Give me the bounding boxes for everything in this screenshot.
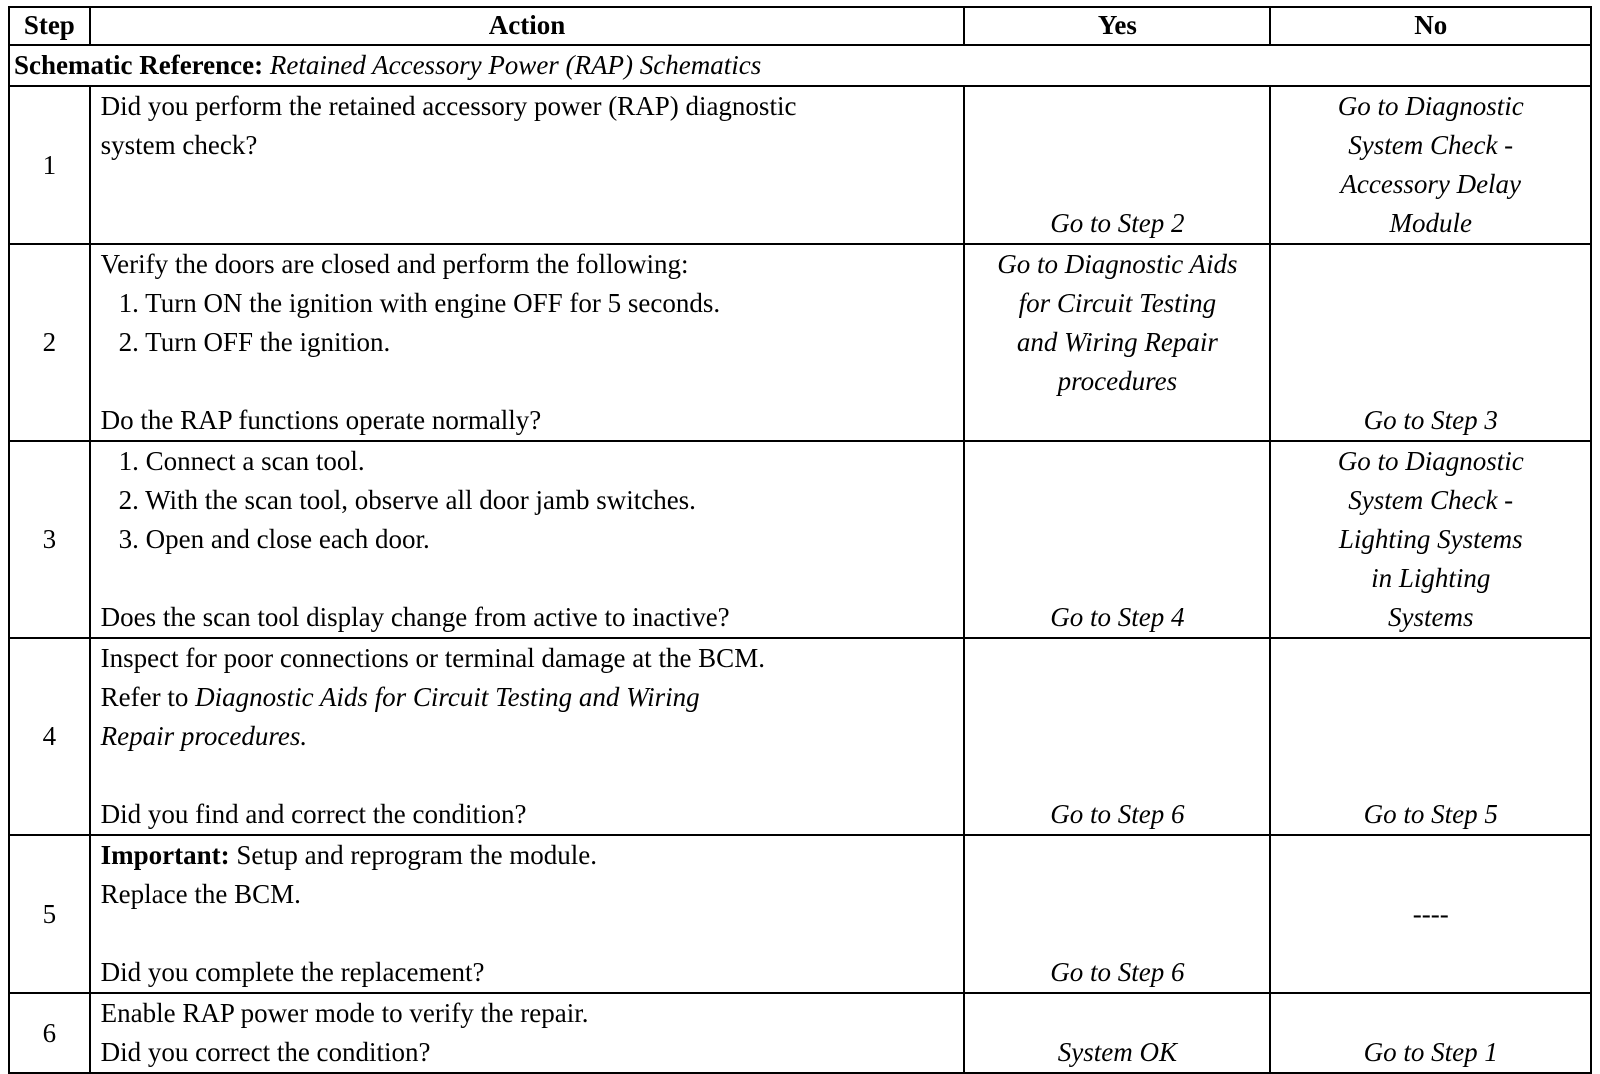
yes-link[interactable]: Go to Step 4 [1050, 602, 1185, 632]
no-empty: ---- [1412, 898, 1449, 929]
no-cell [1270, 638, 1591, 835]
no-cell [1270, 244, 1591, 441]
step-number: 2 [9, 244, 90, 441]
reference-link[interactable]: Diagnostic Aids for Circuit Testing and Wiring [195, 682, 700, 712]
step-number: 6 [9, 993, 90, 1073]
no-link[interactable]: Lighting Systems [1338, 524, 1523, 554]
header-row [9, 7, 1591, 45]
action-question: Did you correct the condition? [100, 1037, 431, 1067]
action-cell [90, 244, 965, 441]
yes-cell [964, 638, 1270, 835]
reference-link[interactable]: Retained Accessory Power (RAP) Schematics [269, 50, 762, 80]
yes-link[interactable]: System OK [1057, 1037, 1178, 1067]
action-step: 3. Open and close each door. [118, 524, 430, 554]
table-row [9, 441, 1591, 638]
yes-link[interactable]: procedures [1057, 366, 1178, 396]
action-text: Verify the doors are closed and perform the following: [100, 249, 689, 279]
action-cell [90, 993, 965, 1073]
yes-cell [964, 441, 1270, 638]
action-text: Inspect for poor connections or terminal damage at the BCM. [100, 643, 765, 673]
yes-cell [964, 993, 1270, 1073]
no-cell [1270, 835, 1591, 993]
no-link[interactable]: Go to Diagnostic [1337, 446, 1524, 476]
action-step: 1. Connect a scan tool. [118, 446, 365, 476]
no-link[interactable]: Go to Step 1 [1363, 1037, 1498, 1067]
yes-cell [964, 244, 1270, 441]
no-link[interactable]: System Check - [1348, 485, 1514, 515]
yes-link[interactable]: Go to Step 2 [1050, 208, 1185, 238]
no-link[interactable]: in Lighting [1371, 563, 1491, 593]
step-number: 1 [9, 86, 90, 244]
action-question: Did you find and correct the condition? [100, 799, 527, 829]
diagnostic-table [8, 6, 1592, 1074]
no-cell [1270, 993, 1591, 1073]
action-text: Setup and reprogram the module. [236, 840, 598, 870]
no-cell [1270, 86, 1591, 244]
yes-link[interactable]: and Wiring Repair [1016, 327, 1218, 357]
no-link[interactable]: Go to Diagnostic [1337, 91, 1524, 121]
action-cell [90, 441, 965, 638]
action-step: 2. Turn OFF the ignition. [118, 327, 391, 357]
table-row [9, 86, 1591, 244]
header-step: Step [9, 7, 90, 45]
schematic-reference [9, 45, 1591, 86]
action-text: Replace the BCM. [100, 879, 301, 909]
schematic-reference-row [9, 45, 1591, 86]
table-row [9, 835, 1591, 993]
action-question: Do the RAP functions operate normally? [100, 405, 542, 435]
action-text: system check? [100, 130, 258, 160]
table-row [9, 244, 1591, 441]
table-row [9, 993, 1591, 1073]
yes-link[interactable]: for Circuit Testing [1018, 288, 1217, 318]
no-link[interactable]: Module [1389, 208, 1472, 238]
yes-link[interactable]: Go to Diagnostic Aids [997, 249, 1238, 279]
header-yes: Yes [964, 7, 1270, 45]
header-action: Action [90, 7, 965, 45]
step-number: 4 [9, 638, 90, 835]
yes-link[interactable]: Go to Step 6 [1050, 799, 1185, 829]
no-link[interactable]: Go to Step 5 [1363, 799, 1498, 829]
action-step: 1. Turn ON the ignition with engine OFF for 5 seconds. [118, 288, 721, 318]
action-text: Did you perform the retained accessory power (RAP) diagnostic [100, 91, 797, 121]
step-number: 3 [9, 441, 90, 638]
yes-cell [964, 86, 1270, 244]
action-cell [90, 835, 965, 993]
header-no: No [1270, 7, 1591, 45]
no-cell [1270, 441, 1591, 638]
table-row [9, 638, 1591, 835]
no-link[interactable]: System Check - [1348, 130, 1514, 160]
action-text: Refer to [100, 682, 189, 712]
reference-link[interactable]: Repair procedures. [100, 721, 308, 751]
action-text: Enable RAP power mode to verify the repair. [100, 998, 589, 1028]
yes-cell [964, 835, 1270, 993]
reference-label: Schematic Reference: [14, 50, 264, 80]
action-cell [90, 638, 965, 835]
yes-link[interactable]: Go to Step 6 [1050, 957, 1185, 987]
important-label: Important: [100, 840, 230, 870]
no-link[interactable]: Systems [1387, 602, 1474, 632]
step-number: 5 [9, 835, 90, 993]
no-link[interactable]: Go to Step 3 [1363, 405, 1498, 435]
action-cell [90, 86, 965, 244]
action-question: Does the scan tool display change from active to inactive? [100, 602, 730, 632]
no-link[interactable]: Accessory Delay [1340, 169, 1522, 199]
action-question: Did you complete the replacement? [100, 957, 485, 987]
action-step: 2. With the scan tool, observe all door jamb switches. [118, 485, 696, 515]
